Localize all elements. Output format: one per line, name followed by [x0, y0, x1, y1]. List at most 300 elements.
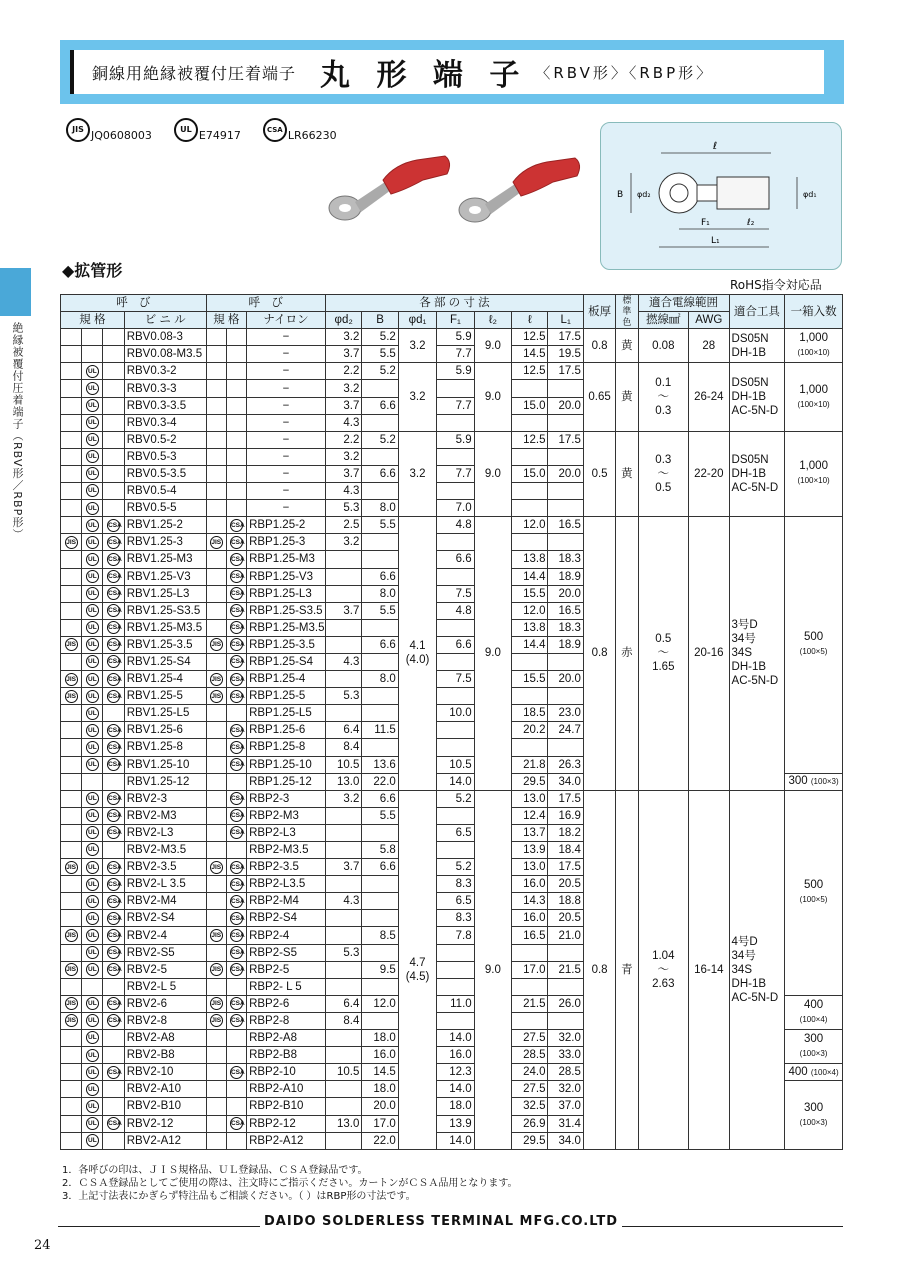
ul-rbv	[82, 773, 103, 790]
ul-rbv-icon: UL	[86, 758, 99, 771]
dim-d2-cell: 4.3	[325, 483, 361, 500]
col-awg: AWG	[689, 312, 729, 329]
rbp-part: RBP2-12	[247, 1115, 326, 1132]
dim-d2-cell	[325, 1132, 361, 1149]
csa-rbp-icon: CSA	[230, 741, 243, 754]
col-yobi-rbp: 呼 び	[206, 295, 325, 312]
rbv-part: RBV2-6	[124, 995, 206, 1012]
jis-rbv	[61, 1064, 82, 1081]
dim-B-cell: 18.0	[362, 1030, 398, 1047]
wire-mm-cell: 0.08	[638, 329, 689, 363]
csa-rbv-icon: CSA	[107, 519, 120, 532]
box-cell: 300 (100×3)	[785, 1081, 843, 1149]
dim-B-cell	[362, 534, 398, 551]
col-l: ℓ	[512, 312, 548, 329]
dim-l-cell	[512, 534, 548, 551]
csa-rbv-icon: CSA	[107, 861, 120, 874]
dim-B-cell: 6.6	[362, 568, 398, 585]
csa-rbv-icon: CSA	[107, 963, 120, 976]
dim-B-cell: 6.6	[362, 790, 398, 807]
dim-l-cell: 15.5	[512, 585, 548, 602]
dim-B-cell: 6.6	[362, 859, 398, 876]
csa-rbp	[226, 842, 246, 859]
dim-d2-cell: 4.3	[325, 414, 361, 431]
ul-rbv	[82, 653, 103, 670]
dim-L1-cell: 24.7	[548, 722, 583, 739]
csa-rbp-icon: CSA	[230, 878, 243, 891]
dim-F1-cell: 14.0	[437, 1132, 474, 1149]
dim-F1-cell: 6.6	[437, 636, 474, 653]
rbv-part: RBV0.5-5	[124, 500, 206, 517]
dim-d2-cell	[325, 961, 361, 978]
jis-rbv-icon: JIS	[65, 1014, 78, 1027]
rbv-part: RBV1.25-L3	[124, 585, 206, 602]
dim-l-cell	[512, 500, 548, 517]
csa-rbv	[103, 893, 124, 910]
csa-rbv	[103, 671, 124, 688]
jis-rbv	[61, 619, 82, 636]
csa-rbp	[226, 465, 246, 482]
tool-cell: 3号D 34号 34S DH-1B AC-5N-D	[729, 517, 785, 791]
jis-rbv	[61, 671, 82, 688]
ul-rbv	[82, 431, 103, 448]
dim-l-cell: 14.5	[512, 346, 548, 363]
dim-d2-cell	[325, 978, 361, 995]
dim-B-cell	[362, 448, 398, 465]
csa-rbv-icon: CSA	[107, 929, 120, 942]
dim-B-cell: 13.6	[362, 756, 398, 773]
dim-B-cell	[362, 978, 398, 995]
csa-rbp	[226, 722, 246, 739]
ul-rbv-icon: UL	[86, 570, 99, 583]
jis-rbv	[61, 397, 82, 414]
jis-rbp	[206, 671, 226, 688]
dim-B-cell: 17.0	[362, 1115, 398, 1132]
rbp-part: RBP2-B8	[247, 1047, 326, 1064]
ul-rbv-icon: UL	[86, 997, 99, 1010]
dim-B-cell	[362, 739, 398, 756]
ul-rbv-icon: UL	[86, 1066, 99, 1079]
csa-rbv	[103, 448, 124, 465]
dim-F1-cell: 10.0	[437, 705, 474, 722]
ul-rbv-icon: UL	[86, 1100, 99, 1113]
tool-cell: 4号D 34号 34S DH-1B AC-5N-D	[729, 790, 785, 1149]
dim-L1-cell: 20.0	[548, 585, 583, 602]
csa-rbp	[226, 414, 246, 431]
jis-rbv	[61, 636, 82, 653]
rbv-part: RBV0.5-2	[124, 431, 206, 448]
csa-rbp-icon: CSA	[230, 536, 243, 549]
dim-d1-cell: 4.1 (4.0)	[398, 517, 436, 791]
ul-rbv	[82, 824, 103, 841]
csa-rbp	[226, 978, 246, 995]
jis-rbv	[61, 773, 82, 790]
dim-L1-cell	[548, 483, 583, 500]
dim-l-cell: 13.9	[512, 842, 548, 859]
rbp-part: −	[247, 431, 326, 448]
dim-F1-cell	[437, 483, 474, 500]
dim-L1-cell: 20.0	[548, 397, 583, 414]
dim-d2-cell: 13.0	[325, 773, 361, 790]
csa-rbv-icon: CSA	[107, 638, 120, 651]
ul-rbv	[82, 893, 103, 910]
dim-L1-cell: 17.5	[548, 431, 583, 448]
jis-rbv	[61, 1098, 82, 1115]
dim-L1-cell: 34.0	[548, 773, 583, 790]
table-row	[61, 431, 843, 448]
ul-rbv	[82, 876, 103, 893]
rbp-part: −	[247, 346, 326, 363]
rbv-part: RBV0.08-M3.5	[124, 346, 206, 363]
csa-rbp	[226, 346, 246, 363]
jis-rbp	[206, 1132, 226, 1149]
rbp-part: RBP2-M3	[247, 807, 326, 824]
dim-F1-cell	[437, 688, 474, 705]
dim-F1-cell	[437, 653, 474, 670]
csa-rbv	[103, 978, 124, 995]
jis-rbp-icon: JIS	[210, 690, 223, 703]
dim-d2-cell	[325, 568, 361, 585]
table-head	[61, 295, 843, 329]
rbp-part: RBP1.25-8	[247, 739, 326, 756]
box-cell: 400 (100×4)	[785, 1064, 843, 1081]
dim-d2-cell: 2.2	[325, 363, 361, 380]
dim-F1-cell	[437, 448, 474, 465]
csa-rbp-icon: CSA	[230, 519, 243, 532]
dim-B-cell	[362, 944, 398, 961]
rbp-part: −	[247, 363, 326, 380]
dim-l-cell: 16.0	[512, 876, 548, 893]
csa-rbp-icon: CSA	[230, 553, 243, 566]
ul-rbv-icon: UL	[86, 724, 99, 737]
csa-rbp-icon: CSA	[230, 809, 243, 822]
ul-rbv	[82, 619, 103, 636]
dim-B-cell: 11.5	[362, 722, 398, 739]
color-cell: 黄	[616, 363, 638, 431]
jis-rbp	[206, 842, 226, 859]
side-label: 絶縁被覆付圧着端子（RBV形／RBP形）	[11, 322, 24, 541]
dim-L1-cell: 33.0	[548, 1047, 583, 1064]
dim-F1-cell: 6.5	[437, 824, 474, 841]
dim-L1-cell: 19.5	[548, 346, 583, 363]
plate-cell: 0.8	[583, 790, 615, 1149]
dim-d2-cell: 3.2	[325, 534, 361, 551]
dim-l-cell: 13.8	[512, 551, 548, 568]
dim-l-cell: 14.3	[512, 893, 548, 910]
ul-rbv-icon: UL	[86, 946, 99, 959]
dim-l-cell	[512, 944, 548, 961]
ul-rbv	[82, 1012, 103, 1029]
ul-rbv-icon: UL	[86, 502, 99, 515]
dim-L1-cell: 16.5	[548, 517, 583, 534]
csa-mark-icon: CSA	[263, 118, 287, 142]
table-body	[61, 329, 843, 1150]
csa-rbv	[103, 551, 124, 568]
csa-rbv	[103, 1030, 124, 1047]
jis-rbp	[206, 602, 226, 619]
ul-rbv-icon: UL	[86, 792, 99, 805]
rbp-part: RBP1.25-M3.5	[247, 619, 326, 636]
cert-csa-code: LR66230	[287, 129, 337, 142]
tool-cell: DS05N DH-1B AC-5N-D	[729, 431, 785, 516]
ul-rbv-icon: UL	[86, 878, 99, 891]
csa-rbp-icon: CSA	[230, 861, 243, 874]
dim-B-cell: 5.2	[362, 363, 398, 380]
dim-L1-cell: 18.2	[548, 824, 583, 841]
rbp-part: RBP2-L3	[247, 824, 326, 841]
jis-rbp	[206, 483, 226, 500]
csa-rbp	[226, 1012, 246, 1029]
csa-rbp-icon: CSA	[230, 792, 243, 805]
dim-B-cell: 8.5	[362, 927, 398, 944]
dim-d2-cell	[325, 551, 361, 568]
csa-rbp	[226, 807, 246, 824]
ul-rbv	[82, 739, 103, 756]
csa-rbv	[103, 534, 124, 551]
csa-rbv	[103, 363, 124, 380]
dim-d2-cell	[325, 842, 361, 859]
rbv-part: RBV0.3-3.5	[124, 397, 206, 414]
col-vinyl: ビ ニ ル	[124, 312, 206, 329]
jis-rbv	[61, 824, 82, 841]
awg-cell: 22-20	[689, 431, 729, 516]
col-box: 一箱入数	[785, 295, 843, 329]
jis-rbp	[206, 756, 226, 773]
csa-rbv	[103, 1081, 124, 1098]
dim-B-cell: 12.0	[362, 995, 398, 1012]
dim-B-cell	[362, 1012, 398, 1029]
csa-rbv	[103, 414, 124, 431]
cert-ul-code: E74917	[198, 129, 241, 142]
dim-L1-cell: 17.5	[548, 363, 583, 380]
jis-rbp	[206, 1030, 226, 1047]
dim-B-cell: 8.0	[362, 671, 398, 688]
csa-rbv	[103, 465, 124, 482]
dim-d2-cell	[325, 927, 361, 944]
dim-l-cell: 17.0	[512, 961, 548, 978]
rbp-part: RBP1.25-6	[247, 722, 326, 739]
csa-rbv	[103, 722, 124, 739]
dim-l-cell: 13.0	[512, 790, 548, 807]
jis-rbv	[61, 722, 82, 739]
color-cell: 赤	[616, 517, 638, 791]
csa-rbp	[226, 790, 246, 807]
csa-rbv	[103, 483, 124, 500]
dim-l-cell: 13.8	[512, 619, 548, 636]
csa-rbv-icon: CSA	[107, 536, 120, 549]
csa-rbv	[103, 397, 124, 414]
dim-d2-cell: 3.7	[325, 346, 361, 363]
csa-rbp	[226, 1081, 246, 1098]
rbv-part: RBV2-A10	[124, 1081, 206, 1098]
jis-rbp	[206, 568, 226, 585]
jis-rbv	[61, 995, 82, 1012]
jis-rbv	[61, 517, 82, 534]
rbp-part: −	[247, 483, 326, 500]
dim-l2-cell: 9.0	[474, 363, 511, 431]
dim-l-cell	[512, 739, 548, 756]
dim-B-cell: 8.0	[362, 585, 398, 602]
jis-rbv	[61, 944, 82, 961]
dim-d2-cell: 3.2	[325, 448, 361, 465]
jis-rbp	[206, 619, 226, 636]
jis-rbp	[206, 722, 226, 739]
csa-rbp-icon: CSA	[230, 1066, 243, 1079]
csa-rbp	[226, 671, 246, 688]
csa-rbp-icon: CSA	[230, 724, 243, 737]
csa-rbv-icon: CSA	[107, 946, 120, 959]
plate-cell: 0.8	[583, 329, 615, 363]
dim-d2-cell	[325, 1081, 361, 1098]
jis-rbv	[61, 465, 82, 482]
csa-rbp	[226, 927, 246, 944]
rbv-part: RBV0.3-4	[124, 414, 206, 431]
col-F1: F₁	[437, 312, 474, 329]
jis-rbp	[206, 653, 226, 670]
jis-rbp	[206, 380, 226, 397]
box-cell: 300 (100×3)	[785, 773, 843, 790]
dim-l2-cell: 9.0	[474, 517, 511, 791]
csa-rbp-icon: CSA	[230, 621, 243, 634]
csa-rbv-icon: CSA	[107, 878, 120, 891]
ul-rbv	[82, 671, 103, 688]
rbv-part: RBV2-A12	[124, 1132, 206, 1149]
rbv-part: RBV2-B10	[124, 1098, 206, 1115]
dim-B-cell	[362, 380, 398, 397]
csa-rbv	[103, 1132, 124, 1149]
csa-rbv	[103, 585, 124, 602]
notes	[62, 1164, 518, 1203]
dim-F1-cell	[437, 619, 474, 636]
csa-rbv	[103, 824, 124, 841]
dim-B-cell	[362, 414, 398, 431]
dim-F1-cell: 5.2	[437, 790, 474, 807]
ul-rbv-icon: UL	[86, 741, 99, 754]
rbv-part: RBV1.25-S3.5	[124, 602, 206, 619]
rbp-part: RBP2-6	[247, 995, 326, 1012]
dim-F1-cell: 8.3	[437, 876, 474, 893]
jis-rbp-icon: JIS	[210, 997, 223, 1010]
dim-L1: L₁	[711, 236, 720, 246]
rbv-part: RBV0.5-3	[124, 448, 206, 465]
csa-rbp	[226, 568, 246, 585]
col-B: B	[362, 312, 398, 329]
jis-rbv	[61, 329, 82, 346]
dim-d2-cell: 5.3	[325, 688, 361, 705]
dim-d2-cell: 10.5	[325, 1064, 361, 1081]
dim-d2-cell: 4.3	[325, 893, 361, 910]
dim-L1-cell: 17.5	[548, 329, 583, 346]
dim-L1-cell: 18.8	[548, 893, 583, 910]
ul-rbv-icon: UL	[86, 399, 99, 412]
ul-rbv	[82, 414, 103, 431]
ul-rbv-icon: UL	[86, 929, 99, 942]
csa-rbv	[103, 517, 124, 534]
ul-rbv-icon: UL	[86, 826, 99, 839]
ul-rbv	[82, 1064, 103, 1081]
dim-d2: φd₂	[637, 190, 651, 199]
rbp-part: RBP1.25-12	[247, 773, 326, 790]
jis-mark-icon: JIS	[66, 118, 90, 142]
rbv-part: RBV1.25-V3	[124, 568, 206, 585]
ul-rbv	[82, 910, 103, 927]
dim-F1-cell: 4.8	[437, 517, 474, 534]
csa-rbv-icon: CSA	[107, 997, 120, 1010]
dim-L1-cell	[548, 534, 583, 551]
dim-L1-cell: 31.4	[548, 1115, 583, 1132]
rbp-part: RBP2-10	[247, 1064, 326, 1081]
note-1: 1．各呼びの印は、ＪＩＳ規格品、ＵＬ登録品、ＣＳＡ登録品です。	[62, 1165, 368, 1176]
csa-rbp-icon: CSA	[230, 1014, 243, 1027]
dim-L1-cell	[548, 944, 583, 961]
dim-l-cell: 12.0	[512, 602, 548, 619]
jis-rbv-icon: JIS	[65, 638, 78, 651]
jis-rbv-icon: JIS	[65, 536, 78, 549]
jis-rbp	[206, 1064, 226, 1081]
csa-rbv	[103, 961, 124, 978]
wire-mm-cell: 1.04 〜 2.63	[638, 790, 689, 1149]
dim-d1-cell: 4.7 (4.5)	[398, 790, 436, 1149]
dim-B-cell: 5.2	[362, 329, 398, 346]
csa-rbp	[226, 824, 246, 841]
dim-d2-cell: 4.3	[325, 653, 361, 670]
ul-rbv	[82, 722, 103, 739]
ul-rbv-icon: UL	[86, 450, 99, 463]
dim-F1-cell	[437, 961, 474, 978]
csa-rbp-icon: CSA	[230, 690, 243, 703]
ul-rbv	[82, 380, 103, 397]
box-cell: 500 (100×5)	[785, 790, 843, 995]
dim-d2-cell: 3.7	[325, 397, 361, 414]
csa-rbp	[226, 961, 246, 978]
dim-d2-cell: 3.2	[325, 790, 361, 807]
dim-F1-cell: 14.0	[437, 773, 474, 790]
rohs-label: RoHS指令対応品	[730, 278, 822, 292]
ul-rbv	[82, 448, 103, 465]
dim-F1-cell: 7.5	[437, 585, 474, 602]
dim-l-cell: 29.5	[512, 1132, 548, 1149]
dim-B-cell: 14.5	[362, 1064, 398, 1081]
box-cell: 1,000 (100×10)	[785, 363, 843, 431]
jis-rbp	[206, 1047, 226, 1064]
dim-B-cell: 16.0	[362, 1047, 398, 1064]
table-row	[61, 329, 843, 346]
col-dims: 各 部 の 寸 法	[325, 295, 583, 312]
csa-rbp-icon: CSA	[230, 963, 243, 976]
ul-rbv-icon: UL	[86, 1014, 99, 1027]
rbv-part: RBV2-S5	[124, 944, 206, 961]
csa-rbp-icon: CSA	[230, 895, 243, 908]
dim-l-cell: 12.5	[512, 329, 548, 346]
dim-B: B	[617, 190, 624, 200]
rbp-part: RBP2-A10	[247, 1081, 326, 1098]
rbv-part: RBV2-12	[124, 1115, 206, 1132]
jis-rbv	[61, 431, 82, 448]
dim-d2-cell	[325, 1098, 361, 1115]
csa-rbp	[226, 448, 246, 465]
dim-l-cell	[512, 1012, 548, 1029]
dim-F1-cell	[437, 722, 474, 739]
dim-d2-cell	[325, 619, 361, 636]
ul-rbv-icon: UL	[86, 1117, 99, 1130]
rbv-part: RBV2-M3	[124, 807, 206, 824]
jis-rbp	[206, 636, 226, 653]
jis-rbp-icon: JIS	[210, 536, 223, 549]
rbv-part: RBV1.25-L5	[124, 705, 206, 722]
jis-rbp	[206, 1098, 226, 1115]
rbp-part: −	[247, 500, 326, 517]
dim-B-cell	[362, 824, 398, 841]
